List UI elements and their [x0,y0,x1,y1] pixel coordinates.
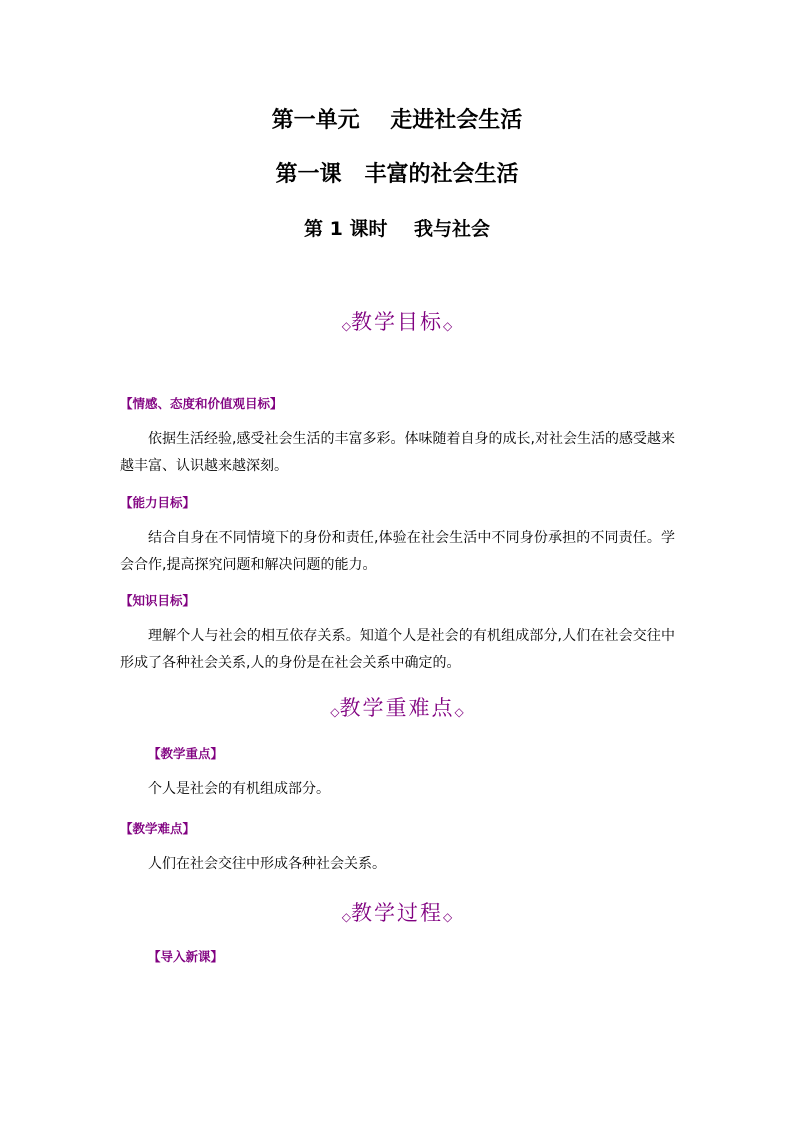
process-heading [0,897,794,927]
focus-text: 个人是社会的有机组成部分。 [148,781,330,797]
unit-title: 第一单元 走进社会生活 [271,108,523,133]
diamond-icon: ◇ [454,704,464,719]
knowledge-goal-label: 【知识目标】 [120,593,196,608]
ability-goal-label: 【能力目标】 [120,495,196,510]
ability-goal-text: 结合自身在不同情境下的身份和责任,体验在社会生活中不同身份承担的不同责任。学会合作,提高探究问题和解决问题的能力。 [120,530,675,573]
emotion-goal-label: 【情感、态度和价值观目标】 [120,396,283,411]
focus-label: 【教学重点】 [148,746,224,761]
knowledge-goal-text: 理解个人与社会的相互依存关系。知道个人是社会的有机组成部分,人们在社会交往中形成了各种社会关系,人的身份是在社会关系中确定的。 [120,628,675,671]
period-title: 第 1 课时 我与社会 [304,218,490,240]
difficulty-label: 【教学难点】 [120,821,196,836]
lesson-title: 第一课 丰富的社会生活 [275,162,519,187]
diamond-icon: ◇ [443,318,453,333]
process-heading-text: 教学过程 [351,901,443,925]
diamond-icon: ◇ [330,704,340,719]
emotion-goal-text: 依据生活经验,感受社会生活的丰富多彩。体味随着自身的成长,对社会生活的感受越来越丰富、认识越来越深刻。 [120,431,675,474]
diamond-icon: ◇ [341,318,351,333]
diamond-icon: ◇ [341,909,351,924]
difficulty-text: 人们在社会交往中形成各种社会关系。 [148,856,386,872]
intro-label: 【导入新课】 [148,949,224,964]
objectives-heading [0,306,794,336]
key-points-heading-text: 教学重难点 [339,696,455,720]
objectives-heading-text: 教学目标 [351,310,443,334]
key-points-heading [0,692,794,722]
diamond-icon: ◇ [443,909,453,924]
